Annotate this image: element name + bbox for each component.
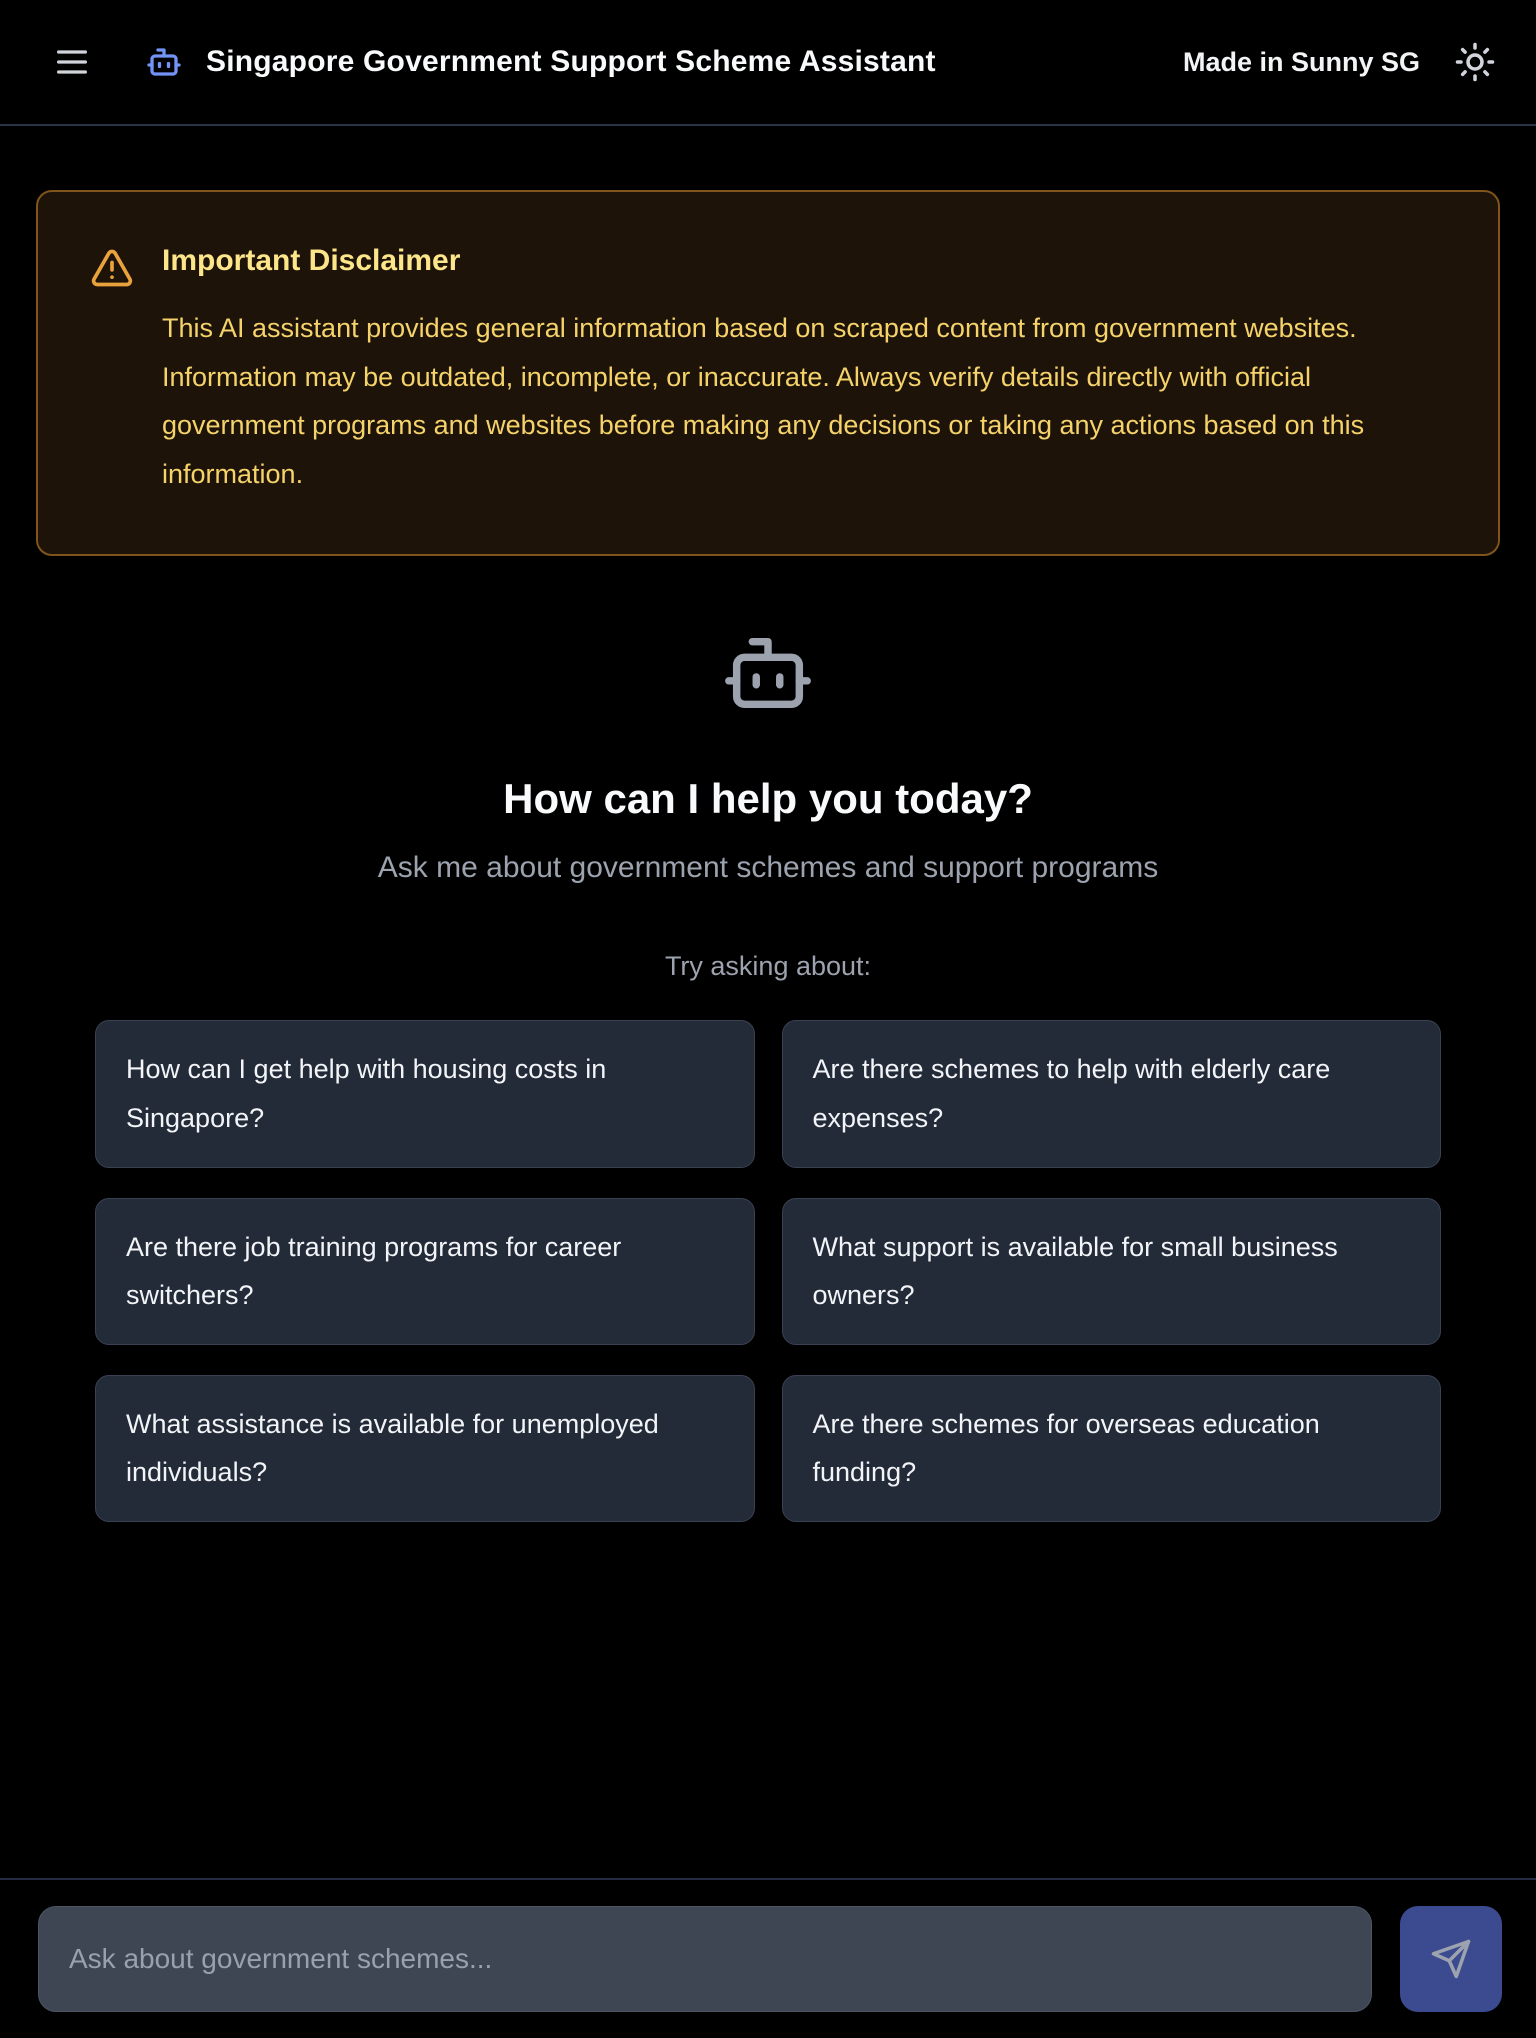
theme-toggle-button[interactable] (1454, 41, 1496, 83)
hamburger-icon (52, 42, 92, 82)
welcome-section (0, 626, 1536, 885)
disclaimer-banner (36, 190, 1500, 556)
send-icon (1430, 1938, 1472, 1980)
sun-icon (1454, 41, 1496, 83)
made-in-label: Made in Sunny SG (1182, 46, 1420, 77)
page-title: Singapore Government Support Scheme Assistant (206, 45, 936, 78)
suggestion-button-elderly-care[interactable]: Are there schemes to help with elderly care expenses? (782, 1020, 1442, 1167)
send-button[interactable] (1400, 1906, 1502, 2012)
welcome-heading: How can I help you today? (503, 775, 1033, 823)
disclaimer-title: Important Disclaimer (162, 244, 461, 277)
header-right (1183, 41, 1496, 83)
disclaimer-body: This AI assistant provides general information based on scraped content from government websites. Information may be outdated, incomplete, or inaccurate. Always verify details directly with official government programs and websites before making any decisions or taking any actions based on this information. (162, 313, 1365, 489)
suggestion-grid (95, 1020, 1441, 1522)
suggestion-button-overseas-education[interactable]: Are there schemes for overseas education funding? (782, 1375, 1442, 1522)
suggestion-button-small-business[interactable]: What support is available for small business owners? (782, 1198, 1442, 1345)
try-asking-label: Try asking about: (664, 951, 872, 982)
robot-icon (721, 626, 815, 720)
suggestion-button-job-training[interactable]: Are there job training programs for career switchers? (95, 1198, 755, 1345)
disclaimer-content (162, 244, 1446, 498)
suggestion-button-housing[interactable]: How can I get help with housing costs in Singapore? (95, 1020, 755, 1167)
welcome-subtitle: Ask me about government schemes and support programs (377, 851, 1159, 885)
suggestion-button-unemployed[interactable]: What assistance is available for unemployed individuals? (95, 1375, 755, 1522)
robot-icon (146, 44, 182, 80)
message-composer (0, 1878, 1536, 2038)
chat-input[interactable] (38, 1906, 1372, 2012)
warning-triangle-icon (90, 246, 134, 498)
app-header (0, 0, 1536, 126)
menu-button[interactable] (52, 42, 92, 82)
